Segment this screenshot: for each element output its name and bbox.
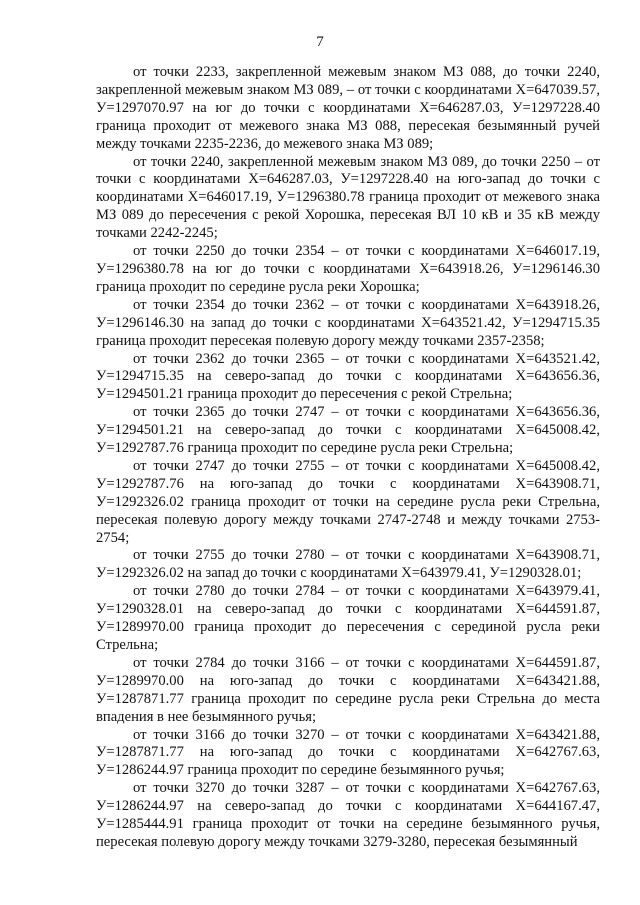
paragraph: от точки 2365 до точки 2747 – от точки с координатами Х=643656.36, У=1294501.21 на северо-запад до точки с координатами Х=645008.42, У=1292787.76 граница проходит по середине русла реки Стрельна; xyxy=(96,404,600,457)
paragraph: от точки 2780 до точки 2784 – от точки с координатами Х=643979.41, У=1290328.01 на северо-запад до точки с координатами Х=644591.87, У=1289970.00 граница проходит до пересечения с серединой русла реки Стрельна; xyxy=(96,583,600,653)
paragraph: от точки 2747 до точки 2755 – от точки с координатами Х=645008.42, У=1292787.76 на юго-запад до точки с координатами Х=643908.71, У=1292326.02 граница проходит от точки на середине русла реки Стрельна, пересекая полевую дорогу между точками 2747-2748 и между точками 2753-2754; xyxy=(96,457,600,546)
paragraph: от точки 2250 до точки 2354 – от точки с координатами Х=646017.19, У=1296380.78 на юг до точки с координатами Х=643918.26, У=1296146.30 граница проходит по середине русла реки Хорошка; xyxy=(96,243,600,295)
paragraph: от точки 2233, закрепленной межевым знаком МЗ 088, до точки 2240, закрепленной межевым знаком МЗ 089, – от точки с координатами Х=647039.57, У=1297070.97 на юг до точки с координатами Х=646287.03, У=1297228.40 граница проходит от межевого знака МЗ 088, пересекая безымянный ручей между точками 2235-2236, до межевого знака МЗ 089; xyxy=(96,64,600,152)
document-body xyxy=(96,64,600,852)
paragraph: от точки 2362 до точки 2365 – от точки с координатами Х=643521.42, У=1294715.35 на северо-запад до точки с координатами Х=643656.36, У=1294501.21 граница проходит до пересечения с рекой Стрельна; xyxy=(96,350,600,403)
paragraph: от точки 3270 до точки 3287 – от точки с координатами Х=642767.63, У=1286244.97 на северо-запад до точки с координатами Х=644167.47, У=1285444.91 граница проходит от точки на середине безымянного ручья, пересекая полевую дорогу между точками 3279-3280, пересекая безымянный xyxy=(96,780,600,850)
paragraph: от точки 2354 до точки 2362 – от точки с координатами Х=643918.26, У=1296146.30 на запад до точки с координатами Х=643521.42, У=1294715.35 граница проходит пересекая полевую дорогу между точками 2357-2358; xyxy=(96,296,600,349)
paragraph: от точки 3166 до точки 3270 – от точки с координатами Х=643421.88, У=1287871.77 на юго-запад до точки с координатами Х=642767.63, У=1286244.97 граница проходит по середине безымянного ручья; xyxy=(96,726,600,779)
page-number: 7 xyxy=(316,34,324,50)
paragraph: от точки 2240, закрепленной межевым знаком МЗ 089, до точки 2250 – от точки с координатами Х=646287.03, У=1297228.40 на юго-запад до точки с координатами Х=646017.19, У=1296380.78 граница проходит от межевого знака МЗ 089 до пересечения с рекой Хорошка, пересекая ВЛ 10 кВ и 35 кВ между точками 2242-2245; xyxy=(96,153,600,242)
paragraph: от точки 2784 до точки 3166 – от точки с координатами Х=644591.87, У=1289970.00 на юго-запад до точки с координатами Х=643421.88, У=1287871.77 граница проходит по середине русла реки Стрельна до места впадения в нее безымянного ручья; xyxy=(96,654,600,725)
paragraph: от точки 2755 до точки 2780 – от точки с координатами Х=643908.71, У=1292326.02 на запад до точки с координатами Х=643979.41, У=1290328.01; xyxy=(96,547,600,582)
